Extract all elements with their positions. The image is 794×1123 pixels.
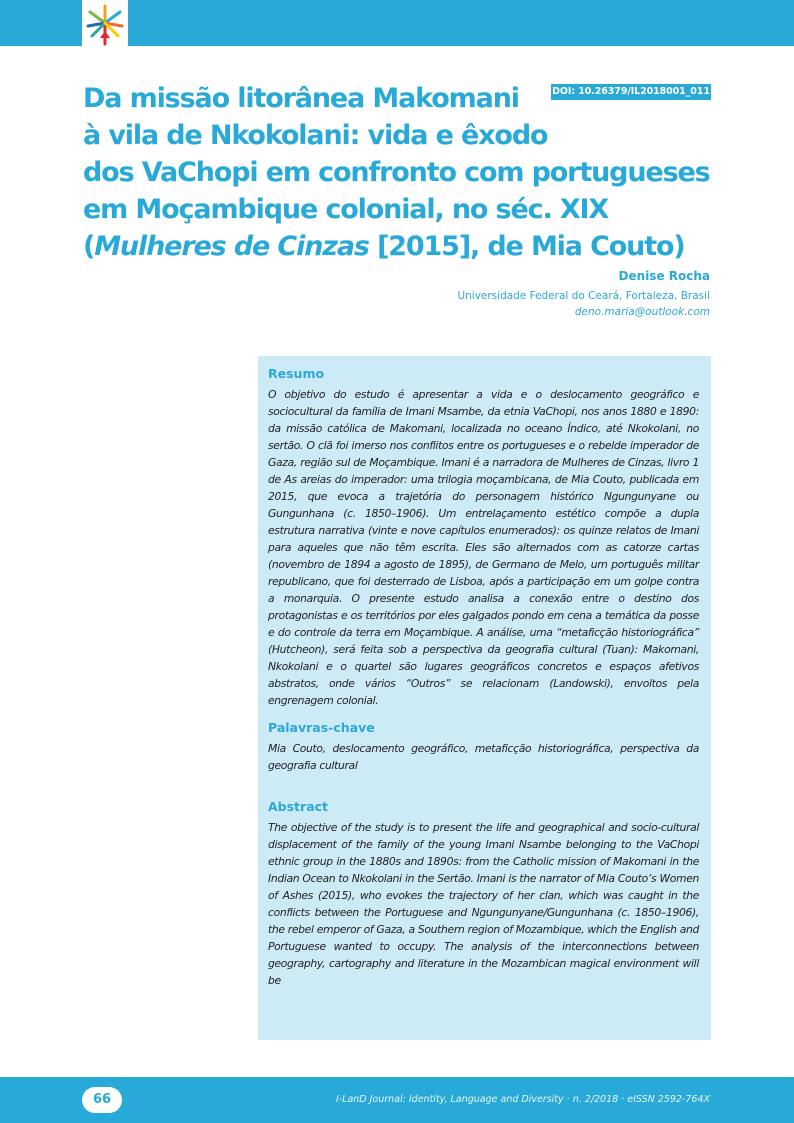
author-block bbox=[457, 268, 710, 320]
title-line-5-open: ( bbox=[83, 231, 95, 262]
page-number: 66 bbox=[82, 1087, 122, 1113]
author-email[interactable]: deno.maria@outlook.com bbox=[574, 306, 710, 318]
resumo-text: O objetivo do estudo é apresentar a vida e o deslocamento geográfico e sociocultural da família de Imani Msambe, da etnia VaChopi, nos anos 1880 e 1890: da missão católica de Makomani, localizada no oceano Índico, até Nkokolani, no sertão. O clã foi imerso nos conflitos entre os portugueses e o rebelde imperador de Gaza, região sul de Moçambique. Imani é a narradora de Mulheres de Cinzas, livro 1 de As areias do imperador: uma trilogia moçambicana, de Mia Couto, publicada em 2015, que evoca a trajetória do personagem histórico Ngungunyane ou Gungunhana (c. 1850–1906). Um entrelaçamento estético compõe a dupla estrutura narrativa (vinte e nove capítulos enumerados): os quinze relatos de Imani para aqueles que não têm escrita. Eles são alternados com as catorze cartas (novembro de 1894 a agosto de 1895), de Germano de Melo, um português militar republicano, que foi desterrado de Lisboa, após a participação em um golpe contra a monarquia. O presente estudo analisa a conexão entre o destino dos protagonistas e os territórios por eles galgados pondo em cena a temática da posse e do controle da terra em Moçambique. A análise, uma “metaficção historiográfica” (Hutcheon), será feita sob a perspectiva da geografia cultural (Tuan): Makomani, Nkokolani e o quartel são lugares geográficos concretos e espaços afetivos abstratos, onde vários “Outros” se relacionam (Landowski), envoltos pela engrenagem colonial. bbox=[268, 388, 699, 707]
abstract-heading: Abstract bbox=[268, 799, 329, 814]
keywords-text: Mia Couto, deslocamento geográfico, metaficção historiográfica, perspectiva da geografia cultural bbox=[268, 742, 699, 772]
title-line-5-rest: [2015], de Mia Couto) bbox=[368, 231, 685, 262]
keywords-heading: Palavras-chave bbox=[268, 720, 375, 735]
title-line-3: dos VaChopi em confronto com portugueses bbox=[83, 157, 710, 188]
author-affiliation: Universidade Federal do Ceará, Fortaleza, Brasil bbox=[457, 290, 710, 302]
journal-logo-icon bbox=[82, 0, 128, 46]
abstract-text: The objective of the study is to present the life and geographical and socio-cultural displacement of the family of the young Imani Nsambe belonging to the VaChopi ethnic group in the 1880s and 1890s: from the Catholic mission of Makomani in the Indian Ocean to Nkokolani in the Sertão. Imani is the narrator of Mia Couto’s Women of Ashes (2015), who evokes the trajectory of her clan, which was caught in the conflicts between the Portuguese and Ngungunyane/Gungunhana (c. 1850–1906), the rebel emperor of Gaza, a Southern region of Mozambique, which the English and Portuguese wanted to occupy. The analysis of the interconnections between geography, cartography and literature in the Mozambican magical environment will be bbox=[268, 821, 699, 987]
title-line-2: à vila de Nkokolani: vida e êxodo bbox=[83, 120, 548, 151]
title-book-name: Mulheres de Cinzas bbox=[94, 231, 369, 262]
abstract-box bbox=[258, 356, 711, 1040]
title-line-5 bbox=[83, 228, 723, 265]
journal-citation: I-LanD Journal: Identity, Language and Diversity · n. 2/2018 · eISSN 2592-764X bbox=[335, 1094, 710, 1105]
article-title bbox=[83, 80, 723, 265]
title-line-4: em Moçambique colonial, no séc. XIX bbox=[83, 194, 609, 225]
doi-badge[interactable]: DOI: 10.26379/IL2018001_011 bbox=[551, 84, 711, 100]
abstract-box-content bbox=[268, 365, 699, 989]
author-name: Denise Rocha bbox=[618, 269, 710, 283]
resumo-heading: Resumo bbox=[268, 366, 325, 381]
title-line-1: Da missão litorânea Makomani bbox=[83, 83, 519, 114]
